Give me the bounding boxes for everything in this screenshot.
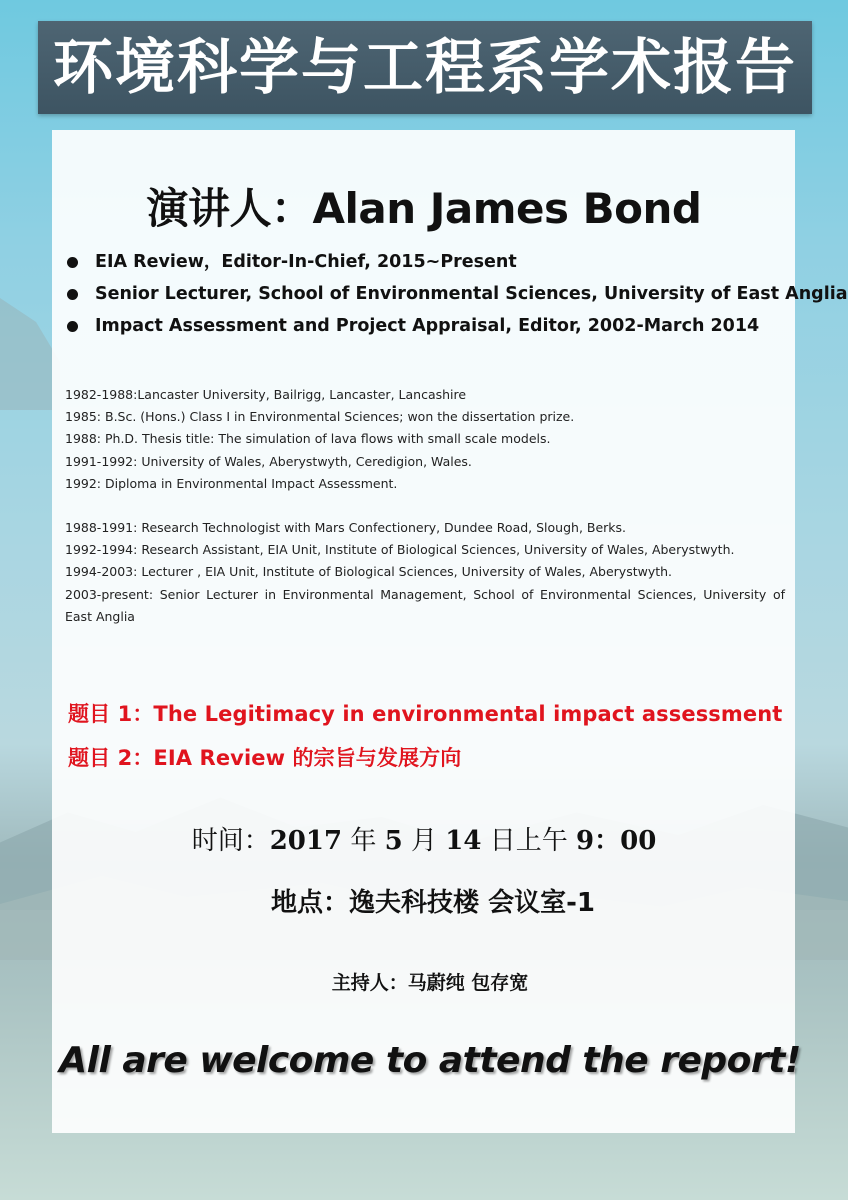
role-item: Senior Lecturer, School of Environmental Sciences, University of East Anglia: [67, 282, 848, 314]
education-item: 1982-1988:Lancaster University, Bailrigg, Lancaster, Lancashire: [65, 387, 467, 402]
career-history: [65, 517, 785, 628]
speaker-heading: [0, 176, 848, 236]
career-item: 1994-2003: Lecturer , EIA Unit, Institute of Biological Sciences, University of Wales, Aberystwyth.: [65, 564, 673, 580]
event-host: 主持人：马蔚纯 包存宽: [331, 972, 529, 994]
event-time: 时间：2017 年 5 月 14 日上午 9：00: [191, 826, 657, 856]
role-item: EIA Review，Editor-In-Chief, 2015~Present: [67, 250, 848, 282]
career-item: 1992-1994: Research Assistant, EIA Unit, Institute of Biological Sciences, University of Wales, Aberystwyth.: [65, 542, 735, 558]
background-mountain-left: [0, 250, 60, 410]
bullet-icon: [67, 289, 78, 300]
education-item: 1988: Ph.D. Thesis title: The simulation of lava flows with small scale models.: [65, 431, 551, 447]
career-item: 1988-1991: Research Technologist with Mars Confectionery, Dundee Road, Slough, Berks.: [65, 520, 627, 535]
speaker-label: 演讲人：: [146, 184, 313, 233]
welcome-message: All are welcome to attend the report!: [59, 1040, 801, 1081]
education-item: 1985: B.Sc. (Hons.) Class I in Environmental Sciences; won the dissertation prize.: [65, 409, 575, 425]
career-item: 2003-present: Senior Lecturer in Environmental Management, School of Environmental Sciences, University of East Anglia: [65, 586, 785, 624]
speaker-roles-list: [67, 250, 848, 346]
event-location: 地点：逸夫科技楼 会议室-1: [271, 888, 595, 918]
education-history: [65, 384, 785, 495]
role-item: Impact Assessment and Project Appraisal, Editor, 2002-March 2014: [67, 314, 848, 346]
page-title: 环境科学与工程系学术报告: [53, 33, 797, 103]
education-item: 1991-1992: University of Wales, Aberystwyth, Ceredigion, Wales.: [65, 453, 472, 469]
education-item: 1992: Diploma in Environmental Impact Assessment.: [65, 475, 398, 491]
speaker-name: Alan James Bond: [312, 184, 702, 233]
bullet-icon: [67, 257, 78, 268]
topic-1: 题目 1：The Legitimacy in environmental impact assessment: [68, 702, 783, 726]
bullet-icon: [67, 321, 78, 332]
topic-2: 题目 2：EIA Review 的宗旨与发展方向: [68, 746, 462, 770]
header-banner: [38, 21, 812, 114]
